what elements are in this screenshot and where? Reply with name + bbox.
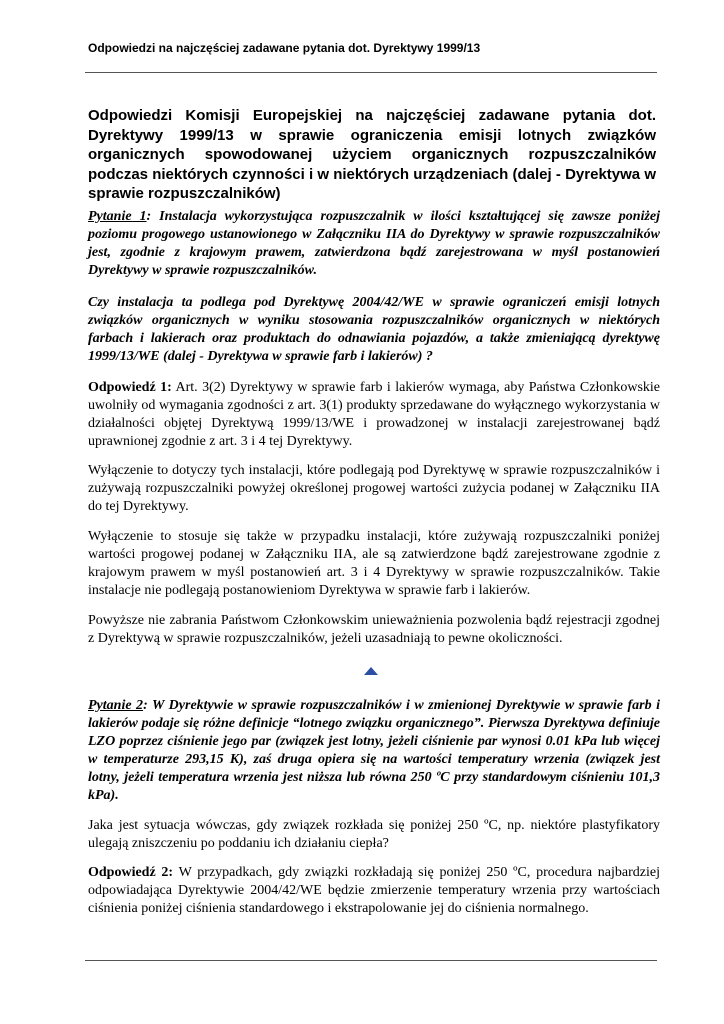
question-2-text: : W Dyrektywie w sprawie rozpuszczalników i w zmienionej Dyrektywie w sprawie farb i lakierów podaje się różne definicje “lotnego związku organicznego”. Pierwsza Dyrektywa definiuje LZO poprzez ciśnienie jego par (związek jest lotny, jeżeli ciśnienie par wynosi 0.01 kPa lub więcej w temperaturze 293,15 K), zaś druga opiera się na wartości temperatury wrzenia (związek jest lotny, jeżeli temperatura wrzenia jest niższa lub równa 250 ºC przy standardowym ciśnieniu 101,3 kPa). [88, 698, 661, 803]
answer-2-label: Odpowiedź 2: [88, 865, 174, 880]
answer-2-text: W przypadkach, gdy związki rozkładają się poniżej 250 ºC, procedura najbardziej odpowiadająca Dyrektywie 2004/42/WE będzie zmierzenie temperatury wrzenia przy wartościach ciśnienia poniżej ciśnienia standardowego i ekstrapolowanie jej do ciśnienia normalnego. [88, 865, 660, 916]
question-2-query: Jaka jest sytuacja wówczas, gdy związek rozkłada się poniżej 250 ºC, np. niektóre plastyfikatory ulegają zniszczeniu po poddaniu ich działaniu ciepła? [88, 818, 660, 851]
question-1-label: Pytanie 1 [88, 209, 147, 224]
question-1-query: Czy instalacja ta podlega pod Dyrektywę 2004/42/WE w sprawie ograniczeń emisji lotnych związków organicznych w wyniku stosowania rozpuszczalników organicznych w niektórych farbach i lakierach oraz produktach do odnawiania pojazdów, a także zmieniającą dyrektywę 1999/13/WE (dalej - Dyrektywa w sprawie farb i lakierów) ? [88, 295, 660, 364]
answer-1-paragraph-4: Powyższe nie zabrania Państwom Członkowskim unieważnienia pozwolenia bądź rejestracji zgodnej z Dyrektywą w sprawie rozpuszczalników, jeżeli uzasadniają to pewne okoliczności. [88, 613, 660, 646]
answer-1-paragraph-1 [88, 379, 660, 451]
question-1 [88, 208, 660, 280]
answer-1-paragraph-3: Wyłączenie to stosuje się także w przypadku instalacji, które zużywają rozpuszczalniki poniżej wartości progowej podanej w Załączniku IIA, ale są zatwierdzone bądź zarejestrowane zgodnie z krajowym prawem w myśl postanowień art. 3 i 4 Dyrektywy w sprawie rozpuszczalników. Takie instalacje nie podlegają postanowieniom Dyrektywa w sprawie farb i lakierów. [88, 529, 660, 598]
answer-1-label: Odpowiedź 1: [88, 380, 172, 395]
footer-divider [85, 960, 657, 961]
running-header: Odpowiedzi na najczęściej zadawane pytania dot. Dyrektywy 1999/13 [88, 41, 481, 55]
question-2-label: Pytanie 2 [88, 698, 144, 713]
document-title: Odpowiedzi Komisji Europejskiej na najczęściej zadawane pytania dot. Dyrektywy 1999/13 w sprawie ograniczenia emisji lotnych związków organicznych spowodowanej użyciem organicznych rozpuszczalników podczas niektórych czynności i w niektórych urządzeniach (dalej - Dyrektywa w sprawie rozpuszczalników) [88, 107, 656, 202]
question-1-text: : Instalacja wykorzystująca rozpuszczalnik w ilości kształtującej się zawsze poniżej poziomu progowego ustanowionego w Załączniku IIA do Dyrektywy w sprawie rozpuszczalników jest, zgodnie z krajowym prawem, zatwierdzona bądź zarejestrowana w myśl postanowień Dyrektywy w sprawie rozpuszczalników. [88, 209, 661, 278]
header-divider [85, 72, 657, 73]
triangle-up-icon[interactable] [364, 667, 378, 675]
answer-1-text: Art. 3(2) Dyrektywy w sprawie farb i lakierów wymaga, aby Państwa Członkowskie uwolniły od wymagania zgodności z art. 3(1) produkty sprzedawane do wyłącznego wykorzystania w działalności objętej Dyrektywą 1999/13/WE i prowadzonej w instalacji zarejestrowanej bądź uprawnionej zgodnie z art. 3 i 4 tej Dyrektywy. [88, 380, 660, 449]
answer-1-paragraph-2: Wyłączenie to dotyczy tych instalacji, które podlegają pod Dyrektywę w sprawie rozpuszczalników i zużywają rozpuszczalniki powyżej określonej progowej wartości zużycia podanej w Załączniku IIA do tej Dyrektywy. [88, 463, 660, 514]
answer-2 [88, 864, 660, 918]
question-2 [88, 697, 660, 805]
